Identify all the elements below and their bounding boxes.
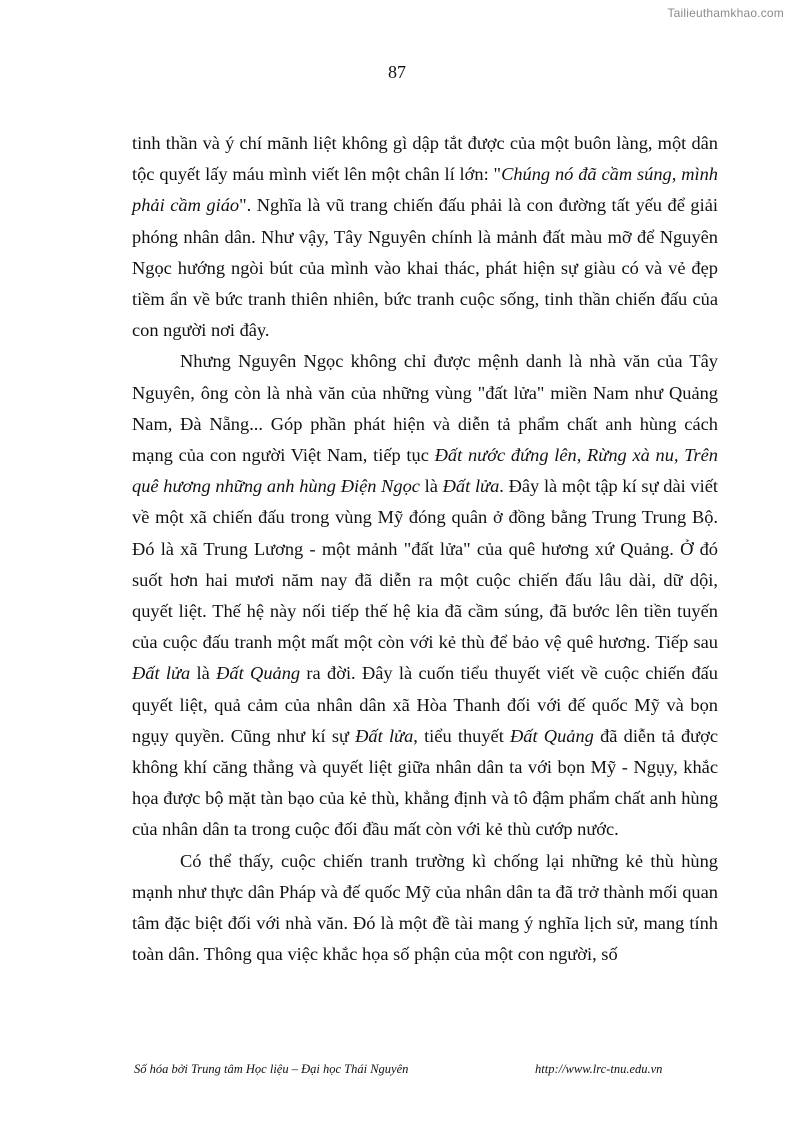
paragraph-text: Nhưng Nguyên Ngọc không chỉ được mệnh danh là nhà văn của Tây Nguyên, ông còn là nhà văn của những vùng "đất lửa" miền Nam như Quảng Nam, Đà Nẵng... Góp phần phát hiện và diễn tả phẩm chất anh hùng cách mạng của con người Việt Nam, tiếp tục [132,351,718,466]
paragraph-text: ra đời. Đây là cuốn tiểu thuyết viết về cuộc chiến đấu quyết liệt, quả cảm của nhân dân xã Hòa Thanh đối với đế quốc Mỹ và bọn ngụy quyền. Cũng như kí sự [132,663,718,746]
paragraph-text: đã diễn tả được không khí căng thẳng và quyết liệt giữa nhân dân ta với bọn Mỹ - Ngụy, khắc họa được bộ mặt tàn bạo của kẻ thù, khẳng định và tô đậm phẩm chất anh hùng của nhân dân ta trong cuộc đối đầu mất còn với kẻ thù cướp nước. [132,725,719,840]
paragraph-text: Có thể thấy, cuộc chiến tranh trường kì chống lại những kẻ thù hùng mạnh như thực dân Pháp và đế quốc Mỹ của nhân dân ta đã trở thành mối quan tâm đặc biệt đối với nhà văn. Đó là một đề tài mang ý nghĩa lịch sử, mang tính toàn dân. Thông qua việc khắc họa số phận của một con người, số [132,850,718,965]
footer-url: http://www.lrc-tnu.edu.vn [535,1062,663,1076]
page-number: 87 [388,62,406,82]
italic-title-text: Đất lửa [355,725,414,746]
watermark-text: Tailieuthamkhao.com [667,6,784,20]
footer-source: Số hóa bởi Trung tâm Học liệu – Đại học Thái Nguyên [134,1062,409,1076]
paragraph-text: tinh thần và ý chí mãnh liệt không gì dập tắt được của một buôn làng, một dân tộc quyết lấy máu mình viết lên một chân lí lớn: " [132,133,718,185]
paragraph-text: . Đây là một tập kí sự dài viết về một xã chiến đấu trong vùng Mỹ đóng quân ở đồng bằng Trung Trung Bộ. Đó là xã Trung Lương - một mảnh "đất lửa" của quê hương xứ Quảng. Ở đó suốt hơn hai mươi năm nay đã diễn ra một cuộc chiến đấu lâu dài, dữ dội, quyết liệt. Thế hệ này nối tiếp thế hệ kia đã cầm súng, đã bước lên tiền tuyến của cuộc đấu tranh một mất một còn với kẻ thù để bảo vệ quê hương. Tiếp sau [132,476,718,653]
italic-title-text: Chúng nó đã cầm súng, mình phải cầm giáo [132,164,718,216]
paragraph-text: , tiểu thuyết [413,725,511,746]
paragraph-text: là [419,476,443,497]
paragraph [132,128,718,346]
italic-title-text: Đất lửa [132,663,191,684]
paragraph [132,346,718,845]
paragraph-text: ". Nghĩa là vũ trang chiến đấu phải là con đường tất yếu để giải phóng nhân dân. Như vậy, Tây Nguyên chính là mảnh đất màu mỡ để Nguyên Ngọc hướng ngòi bút của mình vào khai thác, phát hiện sự giàu có và vẻ đẹp tiềm ẩn về bức tranh thiên nhiên, bức tranh cuộc sống, tinh thần chiến đấu của con người nơi đây. [132,195,718,341]
italic-title-text: Đất Quảng [510,725,594,746]
italic-title-text: Đất nước đứng lên, Rừng xà nu, Trên quê hương những anh hùng Điện Ngọc [132,445,718,497]
italic-title-text: Đất Quảng [216,663,301,684]
italic-title-text: Đất lửa [442,476,500,497]
paragraph-text: là [190,663,217,684]
paragraph [132,846,718,971]
body-text [132,128,718,970]
